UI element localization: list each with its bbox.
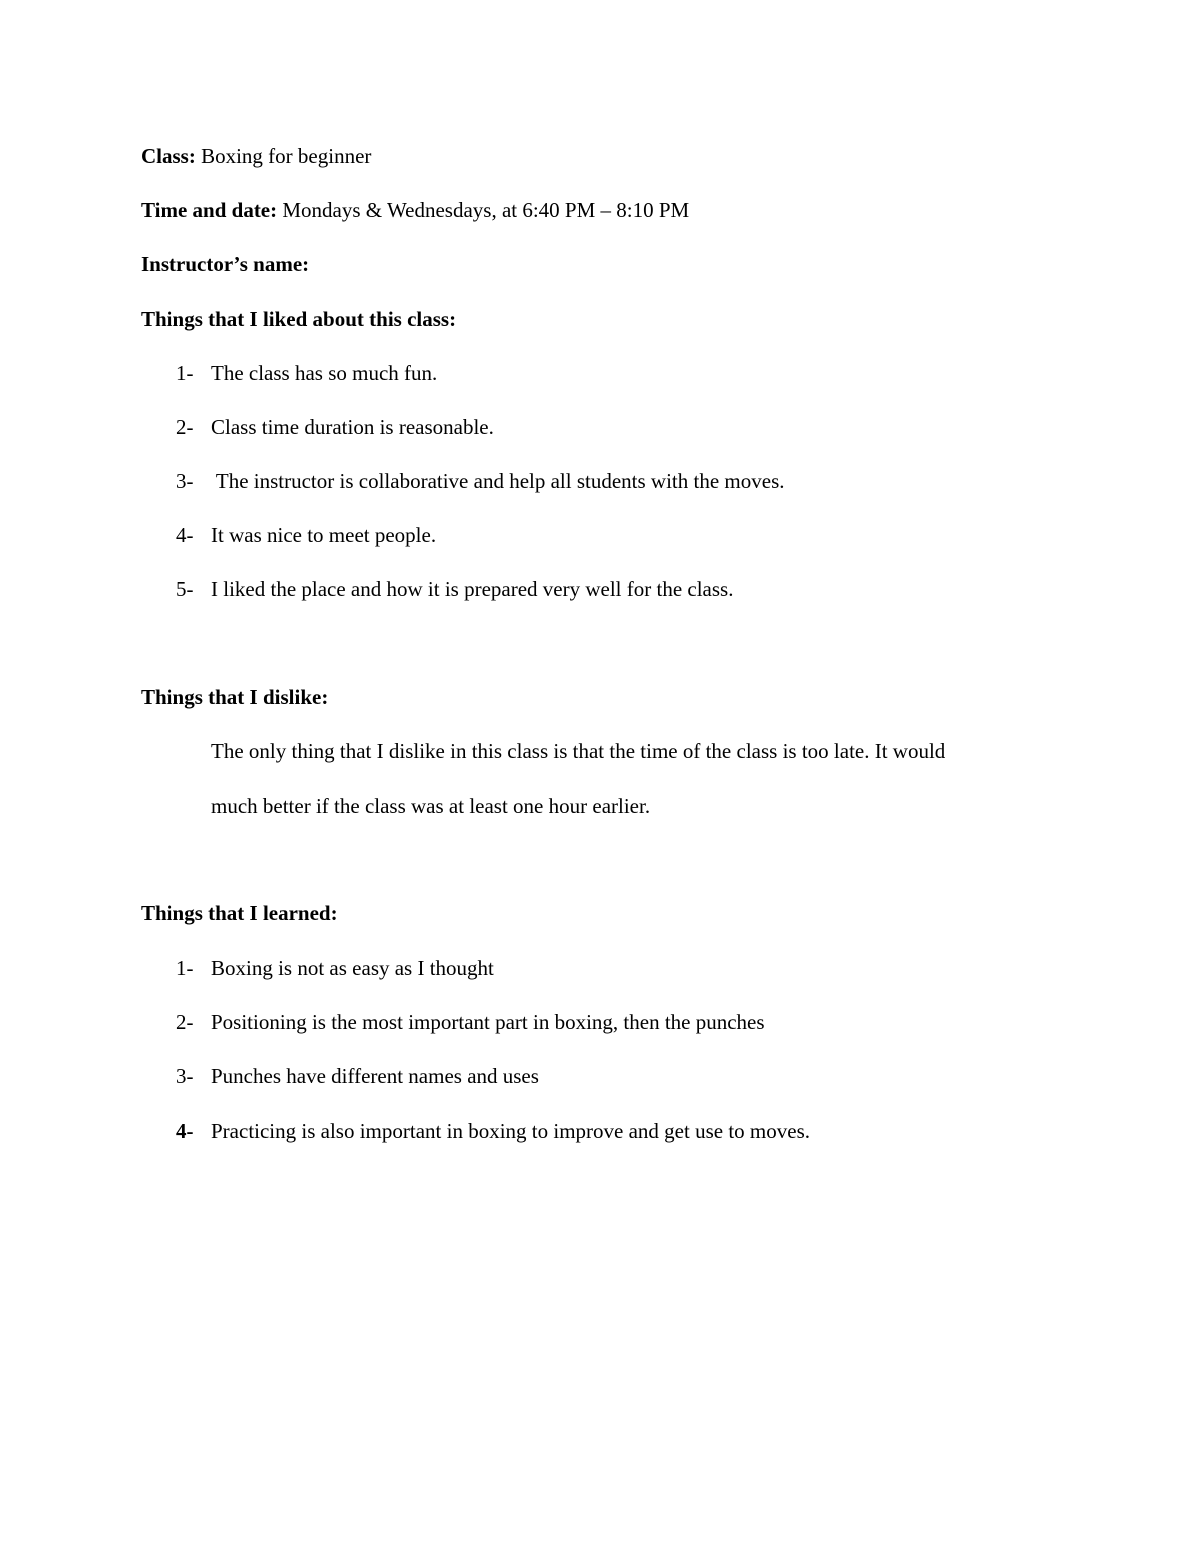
instructor-label: Instructor’s name: [141, 252, 310, 276]
liked-item-text: It was nice to meet people. [211, 523, 437, 547]
learned-item-text: Boxing is not as easy as I thought [211, 956, 494, 980]
liked-item [176, 414, 494, 440]
liked-heading: Things that I liked about this class: [141, 307, 457, 331]
liked-item-text: I liked the place and how it is prepared very well for the class. [211, 577, 734, 601]
learned-item [176, 955, 494, 981]
time-line [141, 197, 689, 223]
liked-item-text: The class has so much fun. [211, 361, 438, 385]
liked-item-number: 4- [176, 523, 194, 547]
liked-item-number: 2- [176, 415, 194, 439]
time-value: Mondays & Wednesdays, at 6:40 PM – 8:10 PM [277, 198, 690, 222]
liked-item-number: 1- [176, 361, 194, 385]
learned-item-text: Practicing is also important in boxing to improve and get use to moves. [211, 1119, 810, 1143]
liked-item-number: 5- [176, 577, 194, 601]
class-line [141, 143, 371, 169]
learned-heading: Things that I learned: [141, 901, 338, 925]
liked-item [176, 522, 436, 548]
liked-item [176, 468, 785, 494]
dislike-paragraph-line-2: much better if the class was at least one hour earlier. [211, 794, 651, 818]
learned-item-number: 4- [176, 1119, 194, 1143]
dislike-paragraph-line-1: The only thing that I dislike in this class is that the time of the class is too late. It would [211, 739, 946, 763]
learned-item-text: Punches have different names and uses [211, 1064, 539, 1088]
learned-item [176, 1118, 810, 1144]
learned-item [176, 1063, 539, 1089]
dislike-heading: Things that I dislike: [141, 685, 329, 709]
liked-item-text: Class time duration is reasonable. [211, 415, 494, 439]
liked-item-text: The instructor is collaborative and help all students with the moves. [211, 469, 785, 493]
class-value: Boxing for beginner [195, 144, 372, 168]
learned-item-text: Positioning is the most important part in boxing, then the punches [211, 1010, 765, 1034]
learned-item-number: 2- [176, 1010, 194, 1034]
learned-item-number: 3- [176, 1064, 194, 1088]
learned-item-number: 1- [176, 956, 194, 980]
liked-item [176, 360, 437, 386]
learned-item [176, 1009, 765, 1035]
time-label: Time and date: [141, 198, 278, 222]
liked-item [176, 576, 733, 602]
liked-item-number: 3- [176, 469, 194, 493]
class-label: Class: [141, 144, 196, 168]
